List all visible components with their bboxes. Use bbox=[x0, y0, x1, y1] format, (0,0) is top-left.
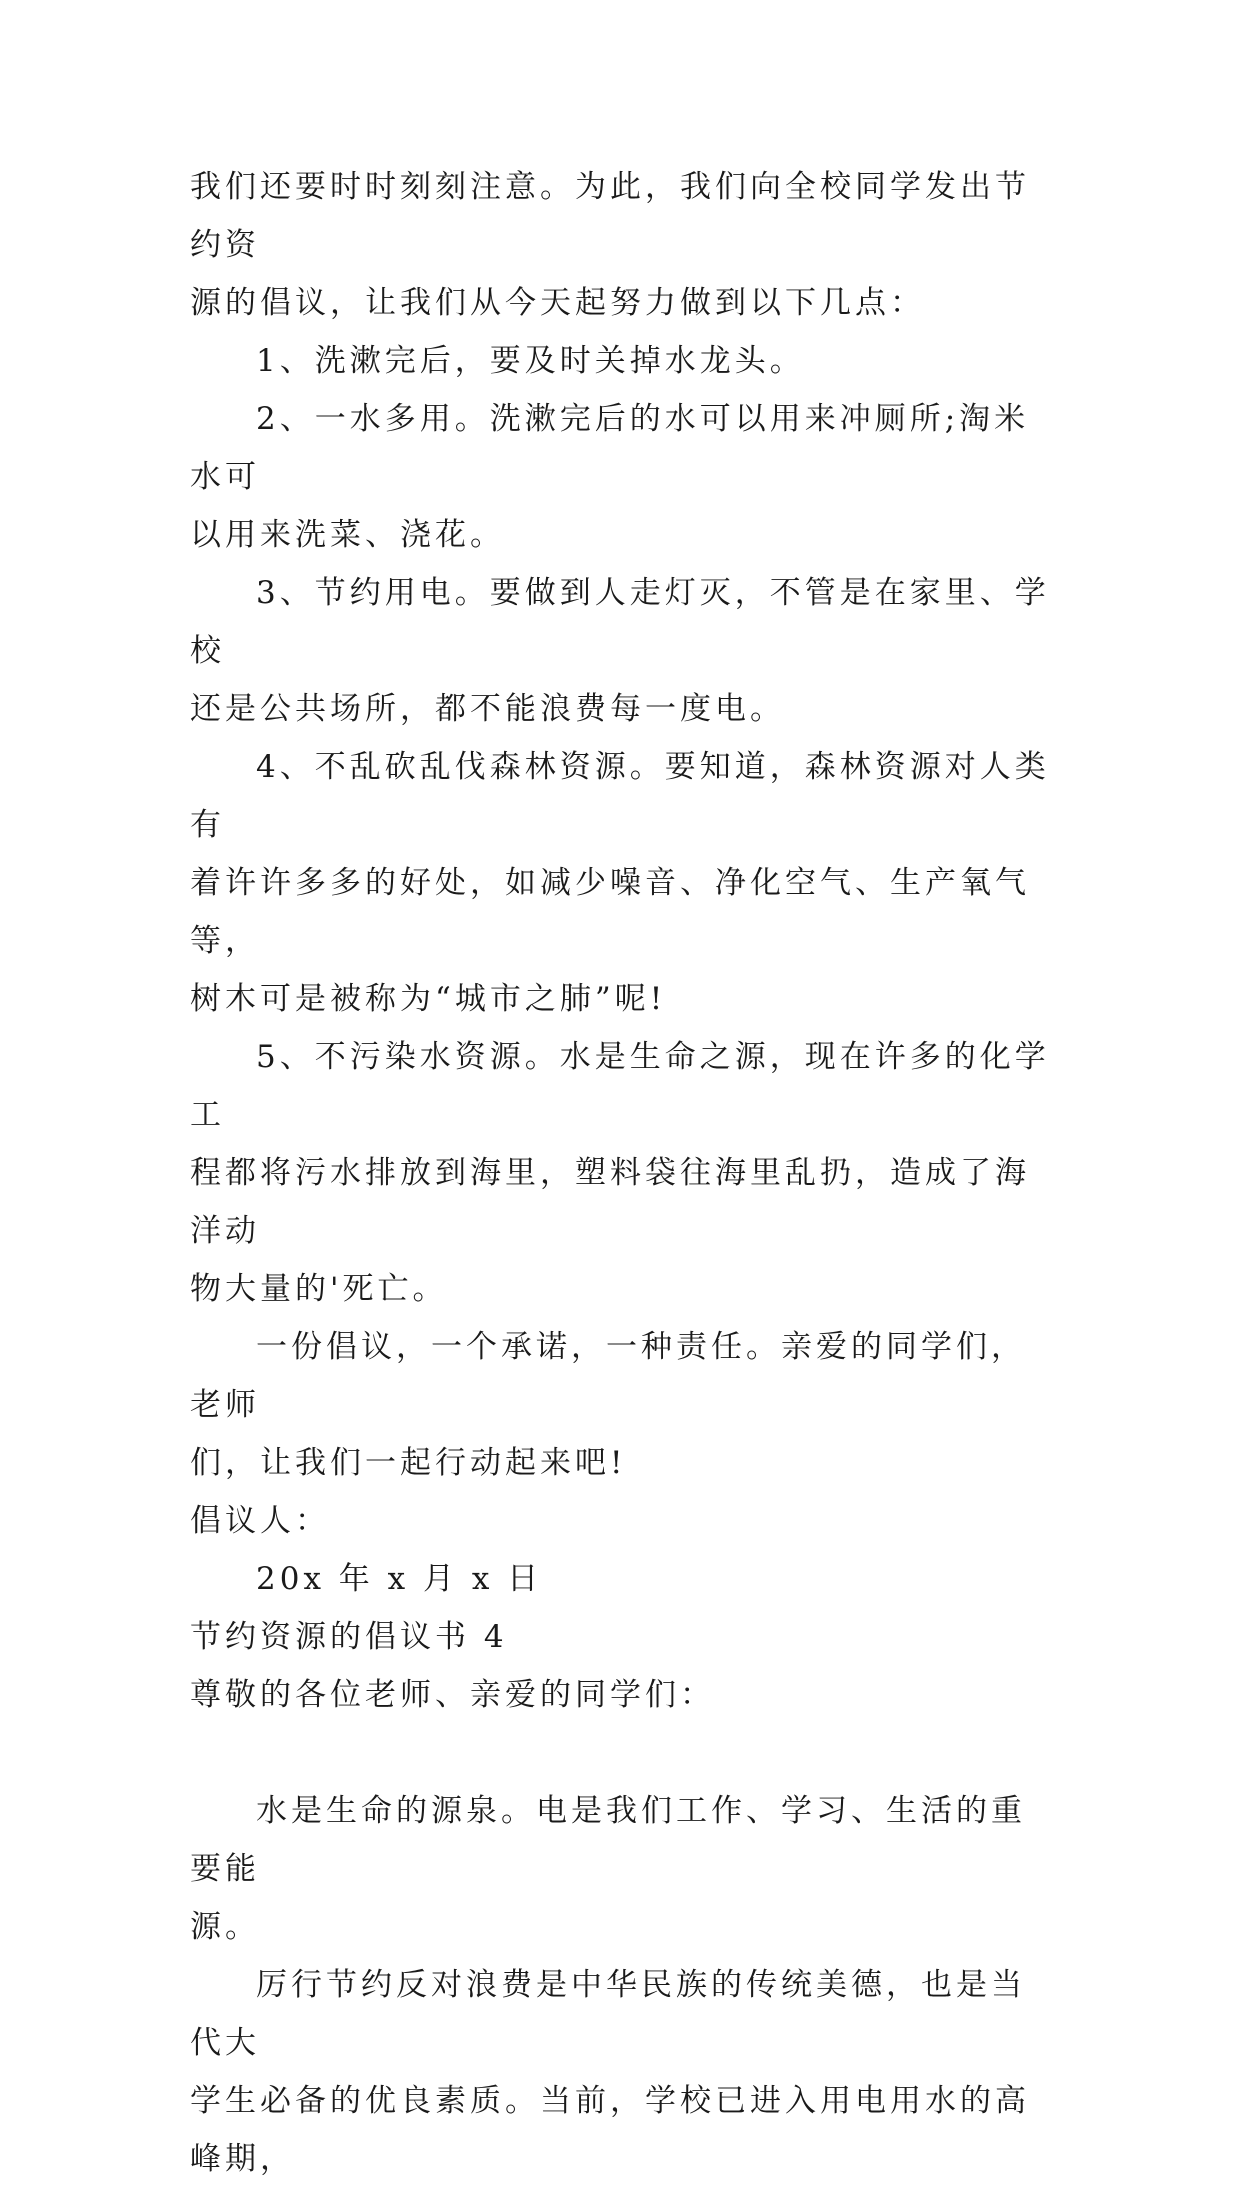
paragraph-line: 水是生命的源泉。电是我们工作、学习、生活的重要能 bbox=[190, 1793, 1026, 1887]
paragraph-line: 4、不乱砍乱伐森林资源。要知道，森林资源对人类有 bbox=[190, 749, 1050, 843]
salutation: 尊敬的各位老师、亲爱的同学们： bbox=[190, 1677, 715, 1713]
paragraph-line: 一份倡议，一个承诺，一种责任。亲爱的同学们，老师 bbox=[190, 1329, 1026, 1423]
paragraph-line: 5、不污染水资源。水是生命之源，现在许多的化学工 bbox=[190, 1039, 1050, 1133]
paragraph-line: 还是公共场所，都不能浪费每一度电。 bbox=[190, 691, 785, 727]
paragraph-line: 源。 bbox=[190, 1909, 260, 1945]
paragraph-line: 源的倡议，让我们从今天起努力做到以下几点： bbox=[190, 285, 925, 321]
document-page bbox=[190, 158, 1060, 2188]
signer-label: 倡议人： bbox=[190, 1503, 330, 1539]
paragraph-line: 我们还要时时刻刻注意。为此，我们向全校同学发出节约资 bbox=[190, 169, 1030, 263]
document-body-part-2 bbox=[190, 1782, 1060, 2188]
section-title: 节约资源的倡议书 4 bbox=[190, 1619, 508, 1655]
document-date: 20x 年 x 月 x 日 bbox=[256, 1561, 543, 1597]
paragraph-line: 树木可是被称为“城市之肺”呢! bbox=[190, 981, 667, 1017]
paragraph-line: 3、节约用电。要做到人走灯灭，不管是在家里、学校 bbox=[190, 575, 1050, 669]
document-body-part-1 bbox=[190, 158, 1060, 1492]
paragraph-line: 着许许多多的好处，如减少噪音、净化空气、生产氧气等， bbox=[190, 865, 1030, 959]
paragraph-line: 们，让我们一起行动起来吧! bbox=[190, 1445, 627, 1481]
paragraph-line: 学生必备的优良素质。当前，学校已进入用电用水的高峰期， bbox=[190, 2083, 1030, 2177]
paragraph-line: 物大量的'死亡。 bbox=[190, 1271, 448, 1307]
blank-line bbox=[190, 1724, 1060, 1782]
paragraph-line: 以用来洗菜、浇花。 bbox=[190, 517, 505, 553]
paragraph-line: 2、一水多用。洗漱完后的水可以用来冲厕所;淘米水可 bbox=[190, 401, 1030, 495]
paragraph-line: 1、洗漱完后，要及时关掉水龙头。 bbox=[256, 343, 805, 379]
paragraph-line: 程都将污水排放到海里，塑料袋往海里乱扔，造成了海洋动 bbox=[190, 1155, 1030, 1249]
paragraph-line: 厉行节约反对浪费是中华民族的传统美德，也是当代大 bbox=[190, 1967, 1026, 2061]
